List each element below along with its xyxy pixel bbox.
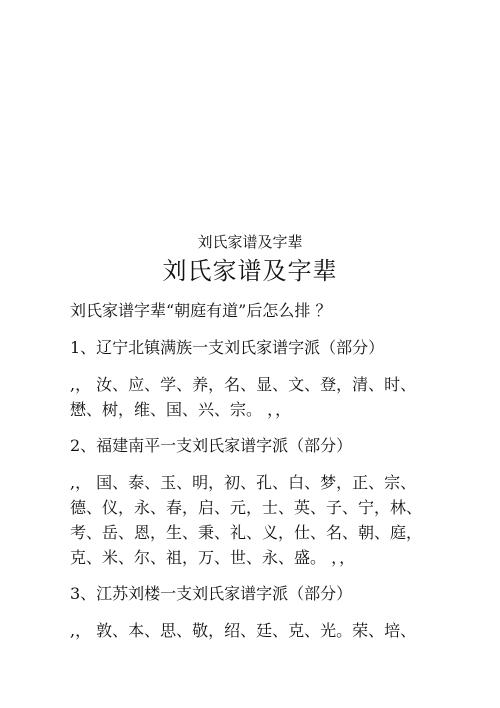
document-body — [70, 298, 460, 643]
document-title: 刘氏家谱及字辈 — [162, 257, 338, 285]
document-subtitle: 刘氏家谱及字辈 — [197, 233, 303, 251]
section-heading-3: 3、江苏刘楼一支刘氏家谱字派（部分） — [70, 584, 353, 603]
section-heading-2: 2、福建南平一支刘氏家谱字派（部分） — [70, 436, 353, 455]
section-3-line-1: ,， 敦、本、思、敬，绍、廷、克、光。荣、培、 — [70, 621, 417, 640]
section-1-line-2: 懋、树，维、国、兴、宗。 ，， — [70, 400, 292, 419]
section-1-line-1: ,， 汝、应、学、养，名、显、文、登，清、时、 — [70, 375, 417, 394]
question-line: 刘氏家谱字辈“朝庭有道”后怎么排 ？ — [70, 301, 332, 320]
section-2-line-4: 克、米、尔、祖，万、世、永、盛。 ，， — [70, 548, 356, 567]
section-2-line-3: 考、岳、恩，生、秉、礼、义，仕、名、朝、庭， — [70, 523, 423, 542]
section-2-line-1: ,， 国、泰、玉、明，初、孔、白、梦，正、宗、 — [70, 473, 417, 492]
section-heading-1: 1、辽宁北镇满族一支刘氏家谱字派（部分） — [70, 338, 385, 357]
section-2-line-2: 德、仪，永、春，启、元，士、英、子、宁，林、 — [70, 498, 423, 517]
